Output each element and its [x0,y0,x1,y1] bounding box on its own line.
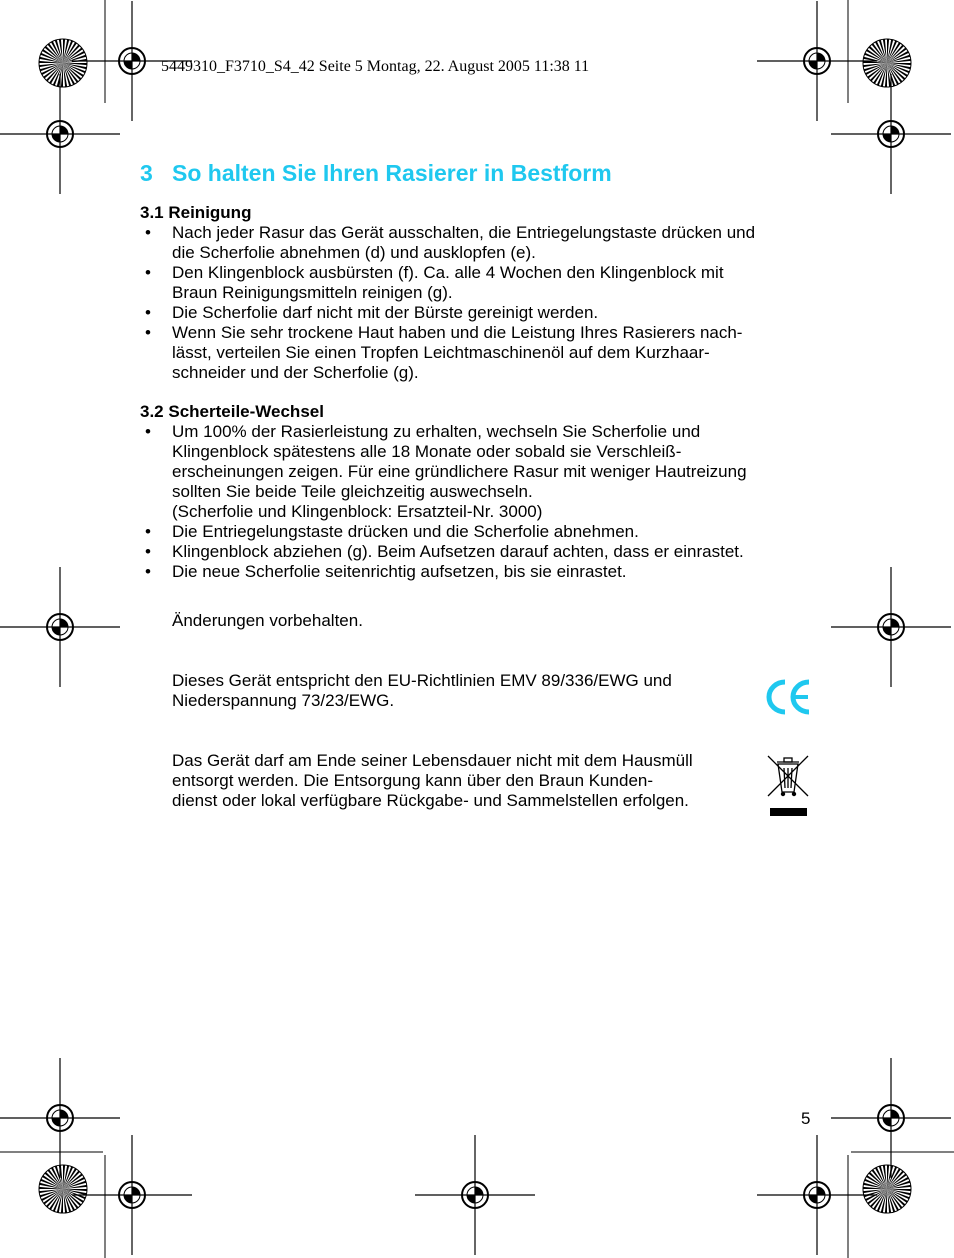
text-line: Das Gerät darf am Ende seiner Lebensdauer nicht mit dem Hausmüll [172,751,693,770]
title-number: 3 [140,160,153,186]
text-line: Nach jeder Rasur das Gerät ausschalten, die Entriegelungstaste drücken und [172,223,756,242]
registration-mark-icon [72,1135,192,1255]
text-line: Die neue Scherfolie seitenrichtig aufsetzen, bis sie einrastet. [172,562,627,581]
text-line: Niederspannung 73/23/EWG. [172,691,395,710]
text-line: Braun Reinigungsmitteln reinigen (g). [172,283,453,302]
text-line: Um 100% der Rasierleistung zu erhalten, wechseln Sie Scherfolie und [172,422,701,441]
text-line: schneider und der Scherfolie (g). [172,363,419,382]
text-line: Dieses Gerät entspricht den EU-Richtlinien EMV 89/336/EWG und [172,671,672,690]
text-line: Den Klingenblock ausbürsten (f). Ca. alle 4 Wochen den Klingenblock mit [172,263,724,282]
registration-mark-icon [831,567,951,687]
registration-mark-icon [757,1135,877,1255]
registration-mark-icon [0,74,120,194]
text-line: (Scherfolie und Klingenblock: Ersatzteil-Nr. 3000) [172,502,543,521]
text-line: die Scherfolie abnehmen (d) und ausklopfen (e). [172,243,536,262]
text-line: Die Scherfolie darf nicht mit der Bürste gereinigt werden. [172,303,599,322]
text-line: Klingenblock spätestens alle 18 Monate oder sobald sie Verschleiß- [172,442,682,461]
text-line: sollten Sie beide Teile gleichzeitig auswechseln. [172,482,533,501]
text-line: erscheinungen zeigen. Für eine gründlichere Rasur mit weniger Hautreizung [172,462,747,481]
text-line: Die Entriegelungstaste drücken und die Scherfolie abnehmen. [172,522,639,541]
title-text: So halten Sie Ihren Rasierer in Bestform [172,160,612,186]
registration-mark-icon [415,1135,535,1255]
print-header: 5449310_F3710_S4_42 Seite 5 Montag, 22. August 2005 11:38 11 [161,58,590,75]
text-line: entsorgt werden. Die Entsorgung kann über den Braun Kunden- [172,771,654,790]
text-line: dienst oder lokal verfügbare Rückgabe- und Sammelstellen erfolgen. [172,791,689,810]
text-line: lässt, verteilen Sie einen Tropfen Leichtmaschinenöl auf dem Kurzhaar- [172,343,710,362]
registration-mark-icon [831,74,951,194]
text-line: Änderungen vorbehalten. [172,611,363,630]
page-number: 5 [801,1109,811,1128]
text-line: Klingenblock abziehen (g). Beim Aufsetzen darauf achten, dass er einrastet. [172,542,744,561]
registration-mark-icon [0,567,120,687]
text-line: Wenn Sie sehr trockene Haut haben und die Leistung Ihres Rasierers nach- [172,323,743,342]
section-heading: 3.1 Reinigung [140,203,252,222]
section-heading: 3.2 Scherteile-Wechsel [140,402,324,421]
